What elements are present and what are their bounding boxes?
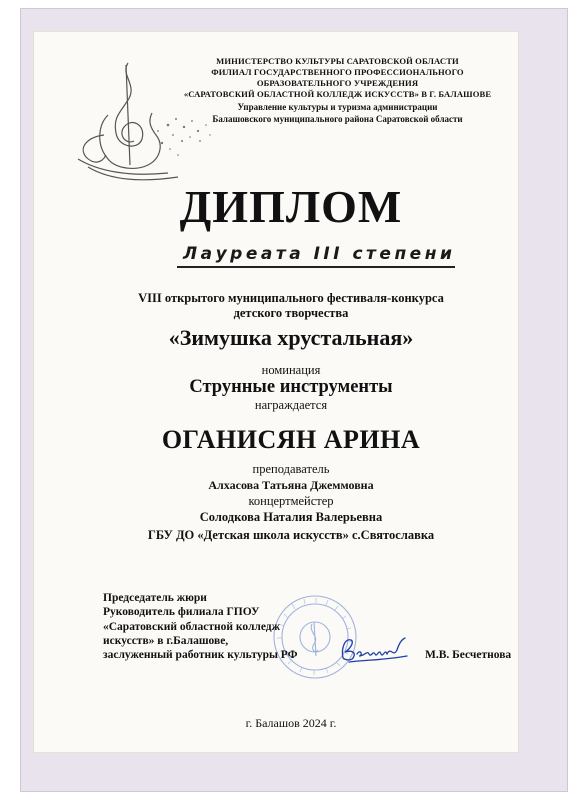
- nomination-label: номинация: [261, 363, 321, 377]
- accompanist-name: Солодкова Наталия Валерьевна: [199, 510, 383, 524]
- organization-header: [165, 56, 510, 100]
- signature-line: искусств» в г.Балашове,: [103, 634, 229, 647]
- festival-name: «Зимушка хрустальная»: [168, 325, 414, 350]
- org-line: ФИЛИАЛ ГОСУДАРСТВЕННОГО ПРОФЕССИОНАЛЬНОГО ОБРАЗОВАТЕЛЬНОГО УЧРЕЖДЕНИЯ: [211, 67, 464, 88]
- signature-line: Руководитель филиала ГПОУ: [103, 606, 260, 619]
- recipient-name: ОГАНИСЯН АРИНА: [161, 425, 421, 454]
- signer-name: М.В. Бесчетнова: [425, 649, 512, 661]
- handwritten-signature-icon: [335, 630, 410, 665]
- nomination-value: Струнные инструменты: [189, 377, 393, 397]
- signature-line: заслуженный работник культуры РФ: [103, 649, 298, 662]
- signature-line: «Саратовский областной колледж: [103, 620, 280, 633]
- administration-header: [165, 102, 510, 125]
- admin-line: Балашовского муниципального района Саратовской области: [212, 113, 463, 124]
- signature-block: [103, 591, 298, 662]
- accompanist-label: концертмейстер: [248, 494, 334, 508]
- handwritten-degree: [175, 244, 465, 270]
- org-line: «САРАТОВСКИЙ ОБЛАСТНОЙ КОЛЛЕДЖ ИСКУССТВ» В Г. БАЛАШОВЕ: [183, 89, 492, 99]
- diploma-title: ДИПЛОМ: [179, 181, 403, 232]
- festival-line-1: VIII открытого муниципального фестиваля-конкурса: [138, 291, 444, 305]
- org-line: МИНИСТЕРСТВО КУЛЬТУРЫ САРАТОВСКОЙ ОБЛАСТИ: [216, 56, 459, 66]
- teacher-name: Алхасова Татьяна Джеммовна: [208, 478, 374, 492]
- underline: [177, 266, 455, 268]
- awarded-label: награждается: [254, 398, 328, 412]
- admin-line: Управление культуры и туризма администрации: [237, 102, 438, 112]
- teacher-label: преподаватель: [252, 462, 330, 476]
- festival-line-2: детского творчества: [233, 306, 349, 320]
- signature-line: Председатель жюри: [103, 592, 207, 604]
- degree-text: Лауреата III степени: [183, 244, 456, 264]
- place-date: г. Балашов 2024 г.: [245, 716, 337, 730]
- school-name: ГБУ ДО «Детская школа искусств» с.Святославка: [147, 528, 435, 542]
